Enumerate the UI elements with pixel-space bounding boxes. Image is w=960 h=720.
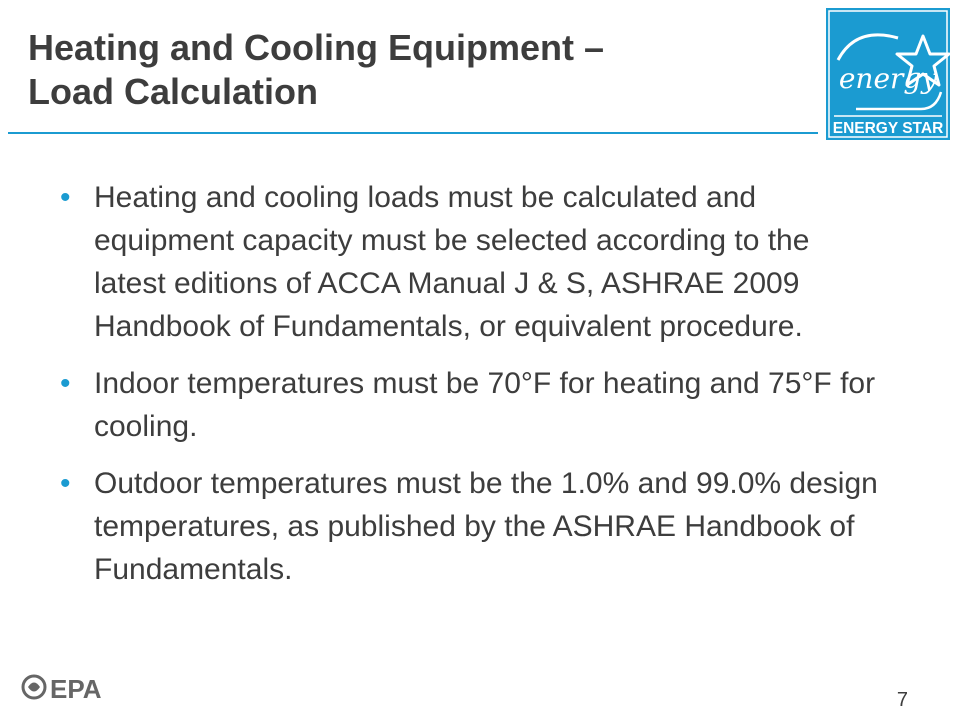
page-number: 7 [896,689,908,711]
title-line-2: Load Calculation [28,71,319,112]
bullet-item [58,462,888,591]
energy-script-text: energy [838,62,938,95]
bullet-text: Indoor temperatures must be 70°F for heating and 75°F for cooling. [94,367,876,443]
slide-title [28,26,788,114]
bullet-marker: • [60,181,71,214]
epa-wordmark: EPA [50,674,102,704]
bullet-text: Outdoor temperatures must be the 1.0% and 99.0% design temperatures, as published by the ASHRAE Handbook of Fundamentals. [94,467,878,586]
energy-star-logo [826,8,950,140]
bullet-list [58,176,888,605]
epa-logo [20,672,116,704]
bullet-marker: • [60,467,71,500]
energy-star-label: ENERGY STAR [832,120,944,137]
title-divider [8,132,818,134]
bullet-marker: • [60,367,71,400]
bullet-text: Heating and cooling loads must be calculated and equipment capacity must be selected according to the latest editions of ACCA Manual J & S, ASHRAE 2009 Handbook of Fundamentals, or equivalent procedure. [94,181,810,343]
bullet-item [58,176,888,348]
title-line-1: Heating and Cooling Equipment – [28,27,604,68]
bullet-item [58,362,888,448]
